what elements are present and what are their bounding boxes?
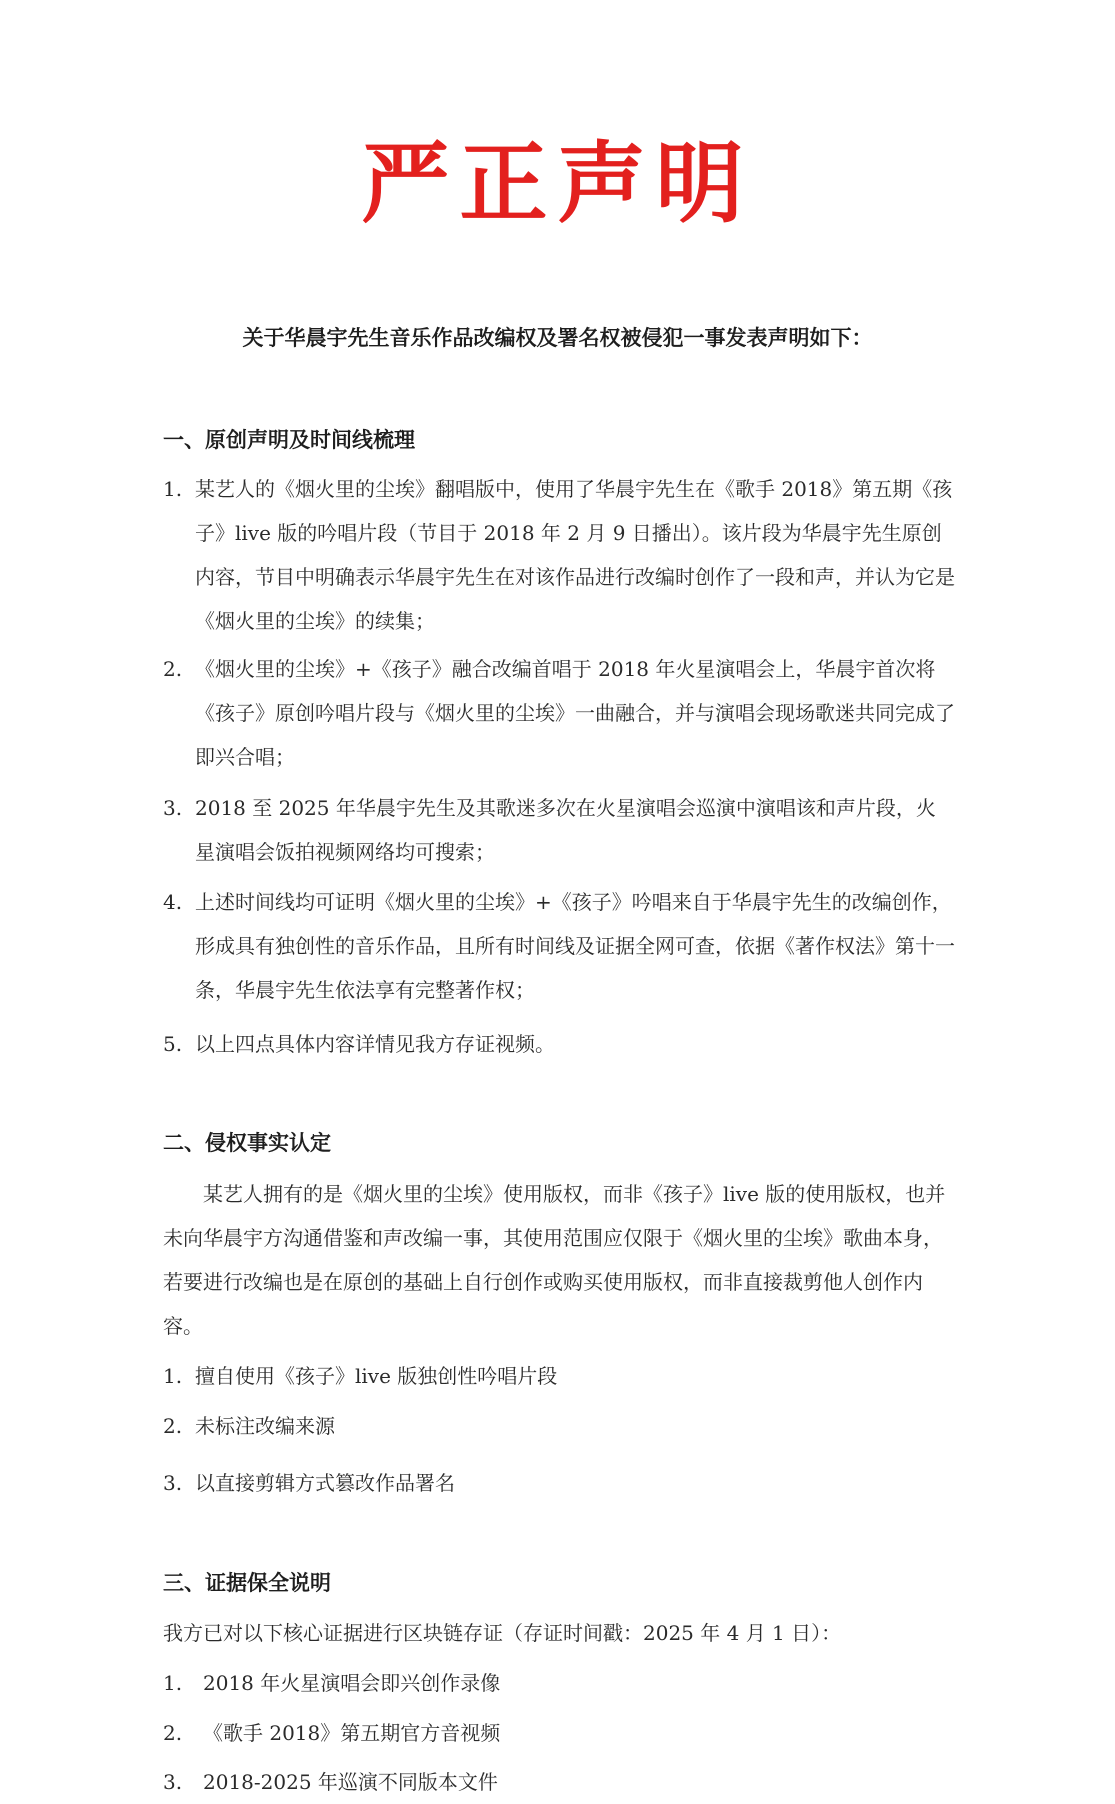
item-number: 1. [163,1671,183,1695]
item-number: 2. [163,1414,183,1438]
item-number: 4. [163,890,183,914]
section3-intro: 我方已对以下核心证据进行区块链存证（存证时间戳：2025 年 4 月 1 日）： [163,1621,842,1645]
item-text: 2018 年火星演唱会即兴创作录像 [203,1671,501,1695]
section3-item-2 [163,1711,955,1755]
section1-item-4 [163,880,955,1012]
item-number: 3. [163,1471,183,1495]
item-number: 1. [163,1364,183,1388]
document-subtitle: 关于华晨宇先生音乐作品改编权及署名权被侵犯一事发表声明如下： [242,326,873,350]
item-text: 以上四点具体内容详情见我方存证视频。 [195,1032,555,1056]
item-text: 2018 至 2025 年华晨宇先生及其歌迷多次在火星演唱会巡演中演唱该和声片段，火星演唱会饭拍视频网络均可搜索； [195,796,936,864]
item-number: 3. [163,1770,183,1794]
section2-heading: 二、侵权事实认定 [163,1131,331,1155]
document-title: 严正声明 [361,132,754,235]
item-number: 3. [163,796,183,820]
item-number: 5. [163,1032,183,1056]
item-text: 《烟火里的尘埃》+《孩子》融合改编首唱于 2018 年火星演唱会上，华晨宇首次将《孩子》原创吟唱片段与《烟火里的尘埃》一曲融合，并与演唱会现场歌迷共同完成了即兴合唱； [195,657,955,769]
item-text: 未标注改编来源 [195,1414,335,1438]
section2-item-2 [163,1404,955,1448]
item-number: 2. [163,1721,183,1745]
item-text: 上述时间线均可证明《烟火里的尘埃》+《孩子》吟唱来自于华晨宇先生的改编创作，形成具有独创性的音乐作品，且所有时间线及证据全网可查，依据《著作权法》第十一条，华晨宇先生依法享有完整著作权； [195,890,955,1002]
section1-heading: 一、原创声明及时间线梳理 [163,428,415,452]
item-text: 2018-2025 年巡演不同版本文件 [203,1770,498,1794]
item-text: 《歌手 2018》第五期官方音视频 [203,1721,501,1745]
section3-item-3 [163,1760,955,1804]
item-number: 1. [163,477,183,501]
section1-item-1 [163,467,955,643]
section3-heading: 三、证据保全说明 [163,1571,331,1595]
item-text: 以直接剪辑方式篡改作品署名 [195,1471,455,1495]
item-text: 擅自使用《孩子》live 版独创性吟唱片段 [195,1364,558,1388]
section1-item-3 [163,786,955,874]
section2-paragraph: 某艺人拥有的是《烟火里的尘埃》使用版权，而非《孩子》live 版的使用版权，也并未向华晨宇方沟通借鉴和声改编一事，其使用范围应仅限于《烟火里的尘埃》歌曲本身，若要进行改编也是在原创的基础上自行创作或购买使用版权，而非直接裁剪他人创作内容。 [163,1182,946,1338]
section3-item-1 [163,1661,955,1705]
section2-item-3 [163,1461,955,1505]
item-number: 2. [163,657,183,681]
section1-item-5 [163,1022,955,1066]
section1-item-2 [163,647,955,779]
section2-item-1 [163,1354,955,1398]
item-text: 某艺人的《烟火里的尘埃》翻唱版中，使用了华晨宇先生在《歌手 2018》第五期《孩子》live 版的吟唱片段（节目于 2018 年 2 月 9 日播出）。该片段为华晨宇先生原创内容，节目中明确表示华晨宇先生在对该作品进行改编时创作了一段和声，并认为它是《烟火里的尘埃》的续集； [195,477,955,633]
